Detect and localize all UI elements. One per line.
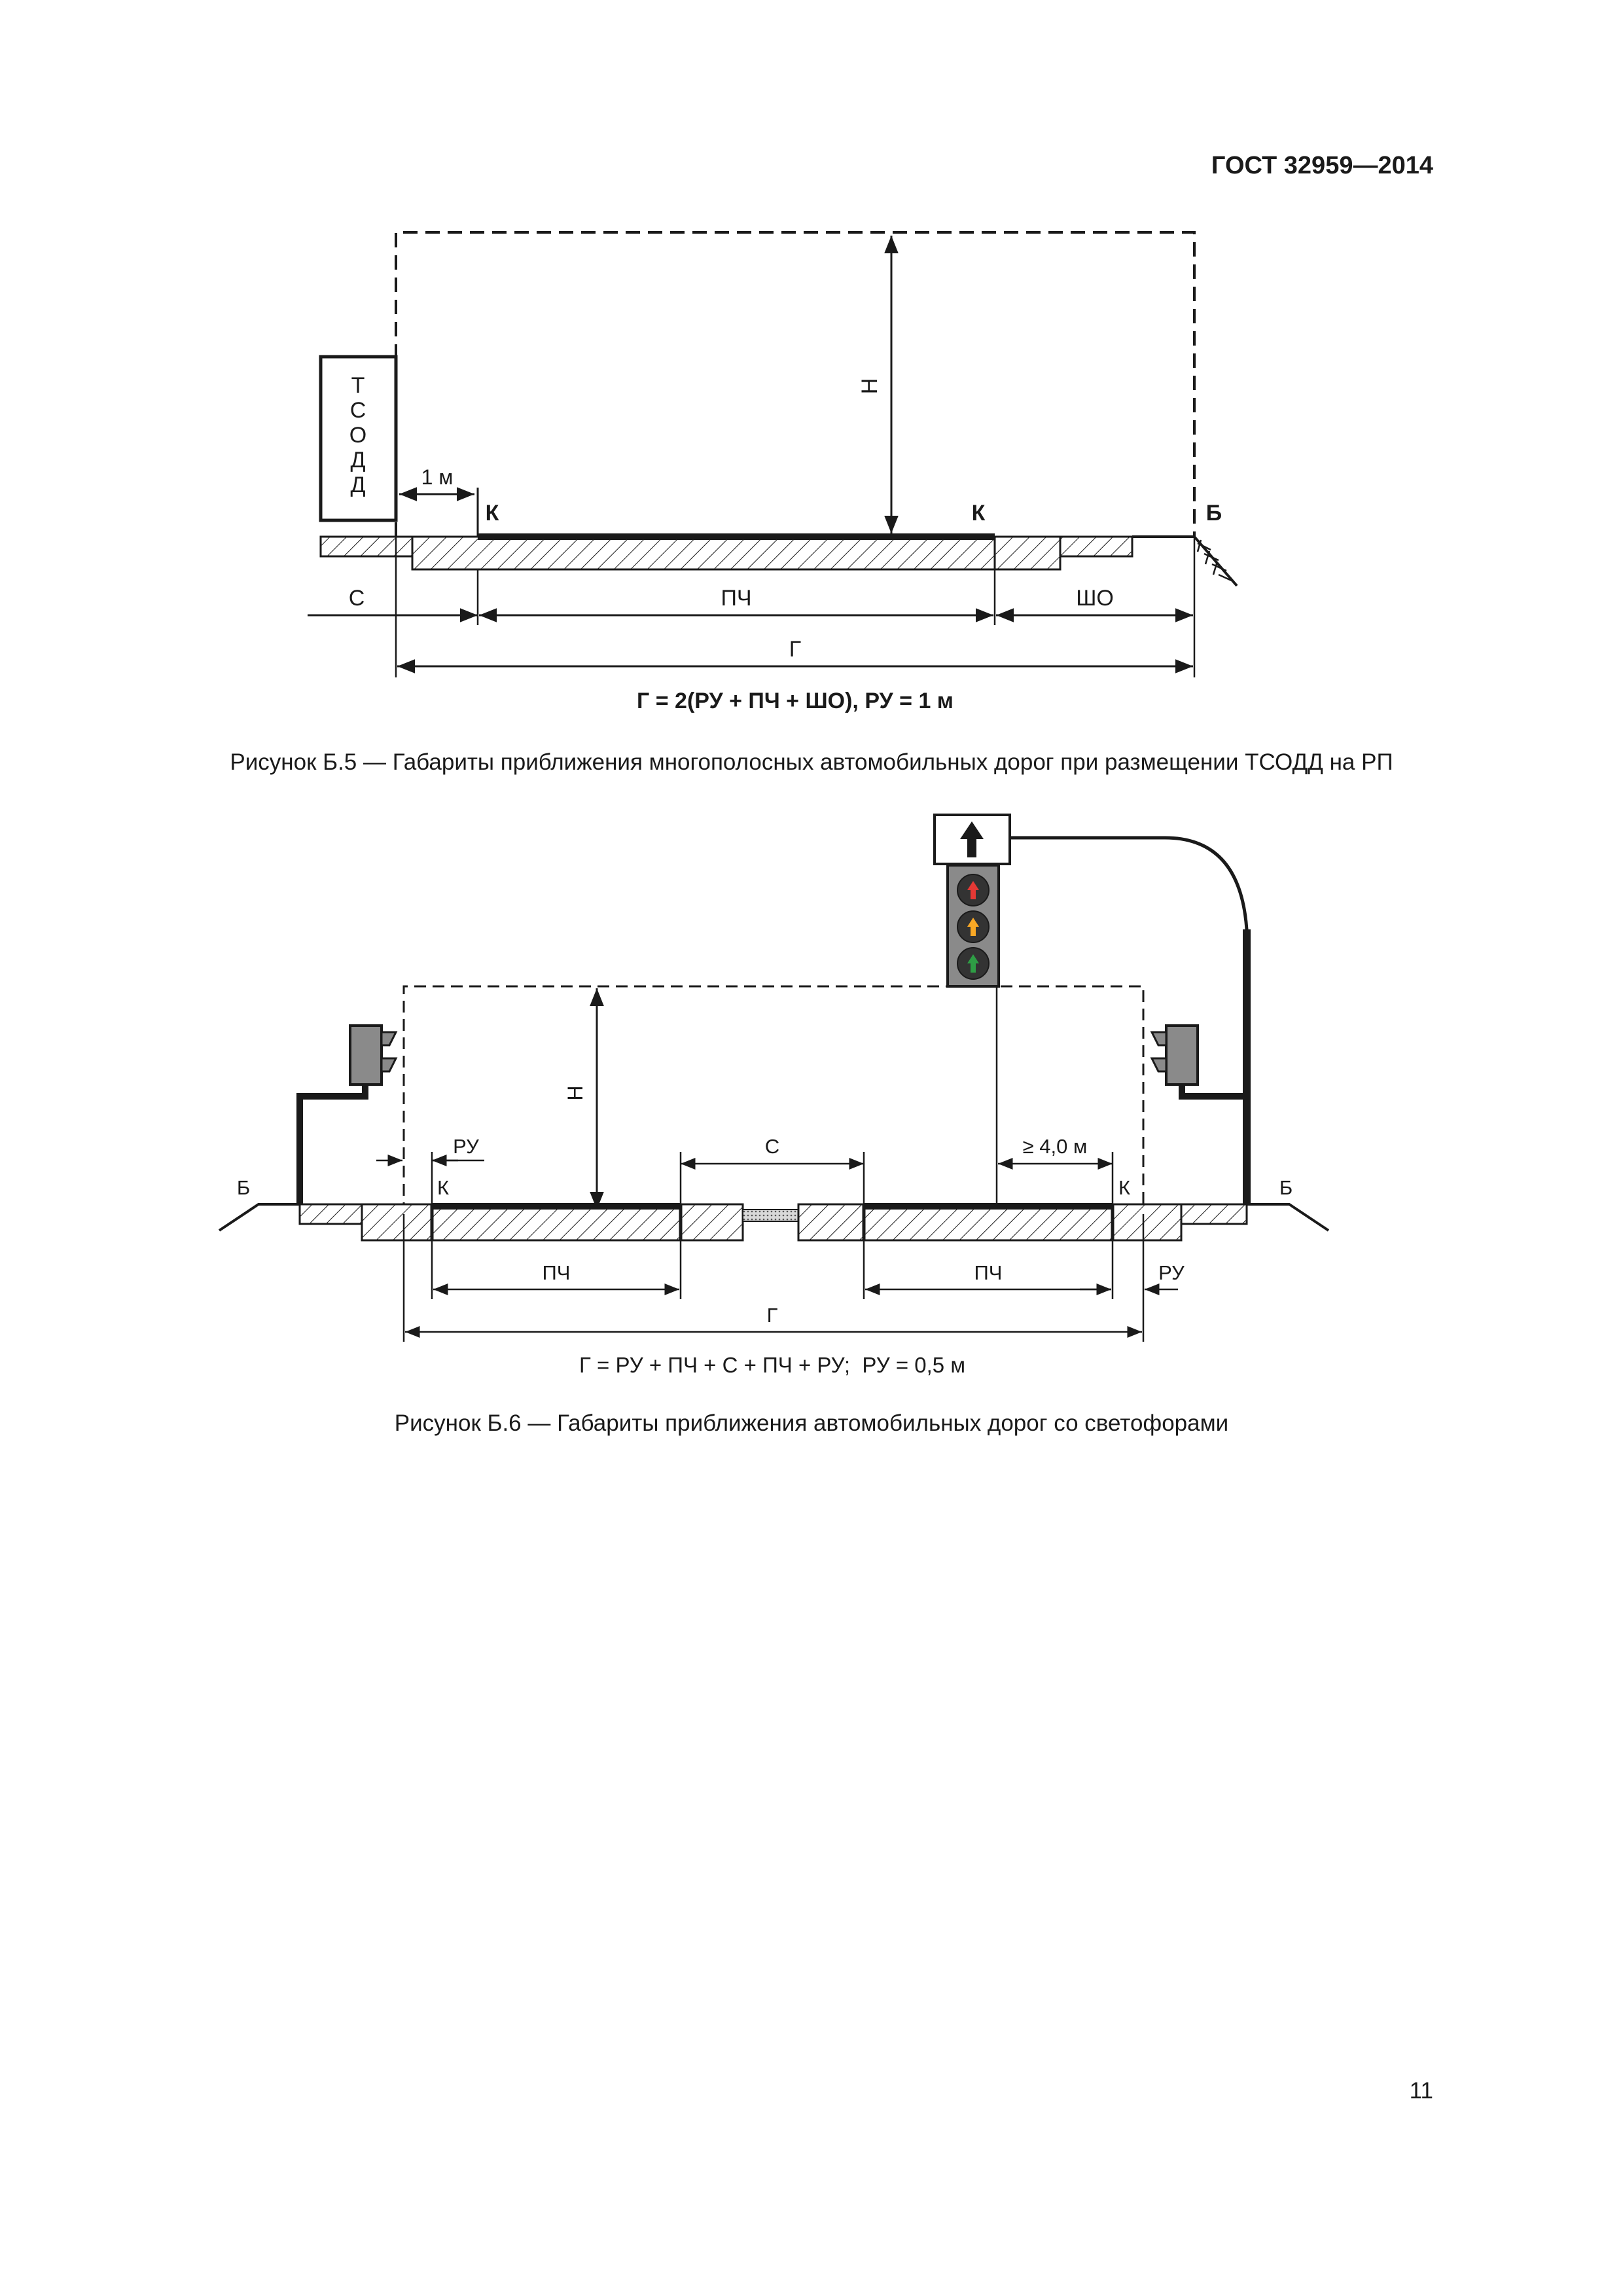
- sidewalk-right: [1181, 1204, 1247, 1224]
- overall-label-b6: Г: [766, 1304, 778, 1327]
- dim-label-overall: Г: [789, 637, 802, 662]
- min-clearance-label: ≥ 4,0 м: [1022, 1135, 1088, 1158]
- edge-label-left-b6: К: [437, 1176, 450, 1199]
- edge-label-right: К: [971, 501, 986, 526]
- clearance-envelope-b6: [404, 986, 1143, 1214]
- document-header: ГОСТ 32959—2014: [1211, 152, 1433, 179]
- ground-left: [219, 1204, 300, 1230]
- median-strip-left: [681, 1204, 743, 1240]
- median-fill: [743, 1210, 798, 1221]
- median-label: С: [764, 1135, 780, 1158]
- side-signal-left-pole: [300, 1085, 365, 1204]
- dim-label-pch: ПЧ: [721, 586, 752, 611]
- base-right: [864, 1204, 1181, 1240]
- formula-b6: Г = РУ + ПЧ + С + ПЧ + РУ; РУ = 0,5 м: [579, 1353, 966, 1377]
- lane-label-left: ПЧ: [542, 1261, 571, 1284]
- offset-label: 1 м: [421, 465, 454, 489]
- sidewalk-left: [300, 1204, 362, 1224]
- base-left: [362, 1204, 681, 1240]
- height-label-b6: Н: [563, 1085, 587, 1101]
- boundary-label-right-b6: Б: [1279, 1176, 1293, 1199]
- sign-letter: С: [349, 398, 366, 423]
- sign-letter: Т: [351, 373, 365, 398]
- ground-right: [1247, 1204, 1329, 1230]
- edge-label-right-b6: К: [1118, 1176, 1131, 1199]
- formula-b5: Г = 2(РУ + ПЧ + ШО), РУ = 1 м: [637, 689, 954, 713]
- sign-letter: Д: [350, 448, 366, 473]
- dim-label-sho: ШО: [1076, 586, 1114, 611]
- lane-label-right: ПЧ: [974, 1261, 1003, 1284]
- boundary-label: Б: [1205, 501, 1222, 526]
- boundary-label-left-b6: Б: [236, 1176, 251, 1199]
- gantry-cable: [1010, 838, 1247, 929]
- ru-bottom-label: РУ: [1158, 1261, 1185, 1284]
- side-signal-left: [350, 1026, 382, 1085]
- caption-figure-b6: Рисунок Б.6 — Габариты приближения автомобильных дорог со светофорами: [394, 1410, 1229, 1436]
- height-label: Н: [857, 378, 882, 395]
- sign-letter: Д: [350, 473, 366, 497]
- median-strip-right: [798, 1204, 864, 1240]
- side-signal-right-pole: [1182, 1085, 1247, 1096]
- ru-top-label: РУ: [453, 1135, 479, 1158]
- side-signal-right: [1166, 1026, 1198, 1085]
- sign-letter: О: [349, 423, 367, 448]
- edge-label-left: К: [485, 501, 499, 526]
- page-number: 11: [1409, 2078, 1433, 2104]
- dim-label-c: С: [348, 586, 365, 611]
- caption-figure-b5: Рисунок Б.5 — Габариты приближения многополосных автомобильных дорог при размещении ТСОДД на РП: [230, 749, 1393, 775]
